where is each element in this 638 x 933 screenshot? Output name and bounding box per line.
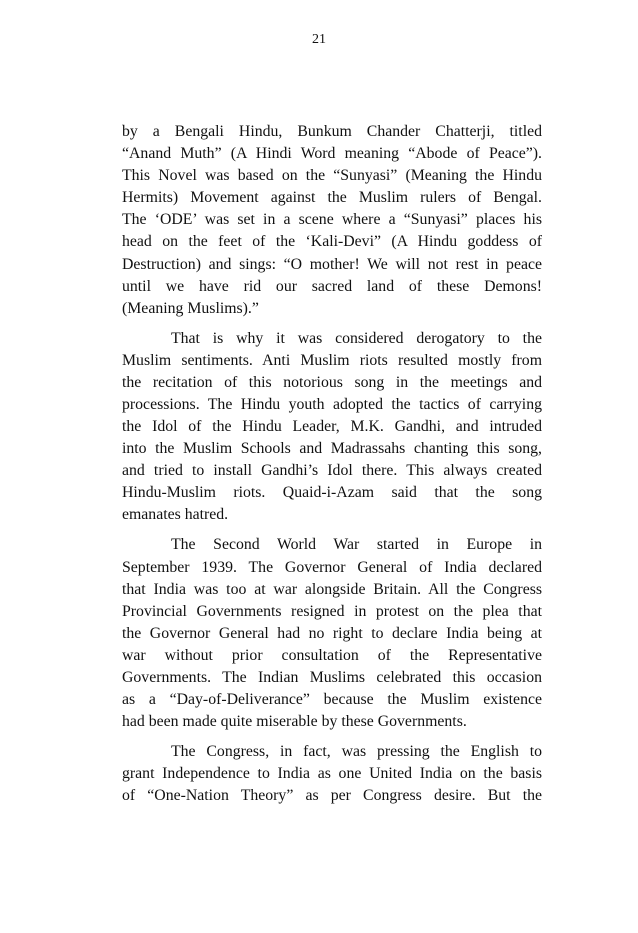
- page-number: 21: [312, 32, 326, 47]
- text-line: processions. The Hindu youth adopted the tactics of carrying: [122, 396, 542, 414]
- text-line: That is why it was considered derogatory to the: [171, 329, 542, 347]
- text-line: until we have rid our sacred land of these Demons!: [122, 277, 542, 295]
- text-line: This Novel was based on the “Sunyasi” (Meaning the Hindu: [122, 167, 542, 185]
- paragraph-4: [122, 741, 542, 807]
- text-line: Hindu-Muslim riots. Quaid-i-Azam said that the song: [122, 484, 542, 502]
- text-line: the recitation of this notorious song in the meetings and: [122, 373, 542, 391]
- text-line: the Governor General had no right to declare India being at: [122, 624, 542, 642]
- text-line: and tried to install Gandhi’s Idol there. This always created: [122, 462, 542, 480]
- text-line: (Meaning Muslims).”: [122, 299, 259, 317]
- text-line: Hermits) Movement against the Muslim rulers of Bengal.: [122, 189, 542, 207]
- text-line: The ‘ODE’ was set in a scene where a “Sunyasi” places his: [122, 211, 542, 229]
- text-line: Destruction) and sings: “O mother! We will not rest in peace: [122, 255, 542, 273]
- text-line: September 1939. The Governor General of India declared: [122, 558, 542, 576]
- paragraph-3: [122, 534, 542, 733]
- paragraph-1: [122, 121, 542, 320]
- text-line: emanates hatred.: [122, 506, 229, 524]
- text-line: Muslim sentiments. Anti Muslim riots resulted mostly from: [122, 351, 542, 369]
- text-line: The Congress, in fact, was pressing the English to: [171, 743, 542, 761]
- text-line: The Second World War started in Europe in: [171, 536, 542, 554]
- text-line: had been made quite miserable by these Governments.: [122, 713, 467, 731]
- text-line: war without prior consultation of the Representative: [122, 646, 542, 664]
- text-line: as a “Day-of-Deliverance” because the Muslim existence: [122, 691, 542, 709]
- paragraph-2: [122, 328, 542, 527]
- text-line: head on the feet of the ‘Kali-Devi” (A Hindu goddess of: [122, 233, 542, 251]
- text-line: Provincial Governments resigned in protest on the plea that: [122, 602, 542, 620]
- text-line: into the Muslim Schools and Madrassahs chanting this song,: [122, 440, 542, 458]
- body-text: [122, 121, 542, 815]
- text-line: the Idol of the Hindu Leader, M.K. Gandhi, and intruded: [122, 418, 542, 436]
- text-line: “Anand Muth” (A Hindi Word meaning “Abode of Peace”).: [122, 145, 542, 163]
- text-line: of “One-Nation Theory” as per Congress desire. But the: [122, 787, 542, 805]
- text-line: grant Independence to India as one United India on the basis: [122, 765, 542, 783]
- text-line: Governments. The Indian Muslims celebrated this occasion: [122, 669, 542, 687]
- text-line: by a Bengali Hindu, Bunkum Chander Chatterji, titled: [122, 123, 542, 140]
- text-line: that India was too at war alongside Britain. All the Congress: [122, 580, 542, 598]
